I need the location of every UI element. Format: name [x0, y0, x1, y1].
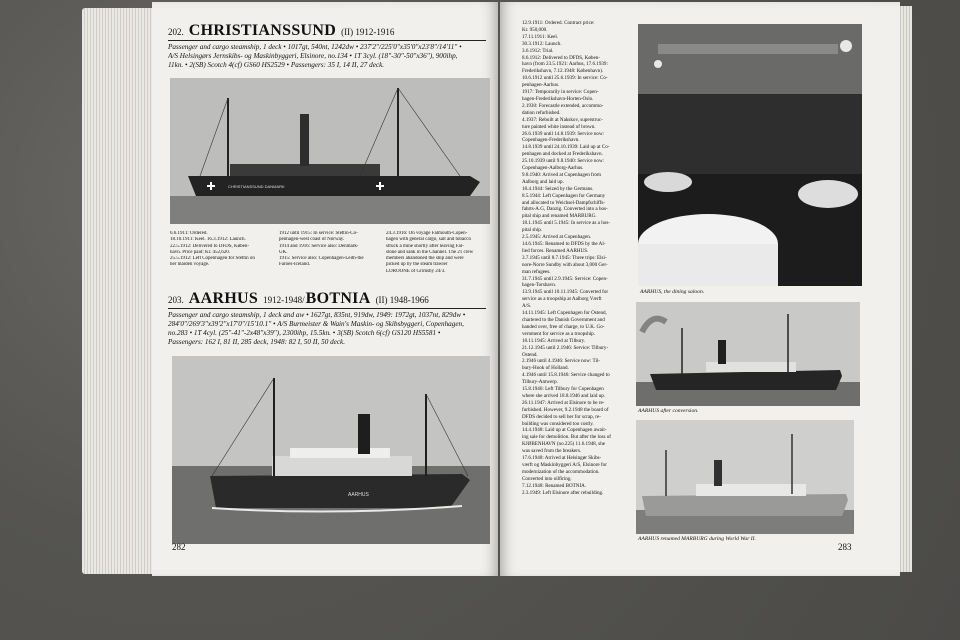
page-block-edge-left [82, 8, 154, 574]
history-line: 8.5.1944: Left Copenhagen for Germany [522, 192, 606, 199]
history-line: 21.12.1945 until 2.1946: Service: Tilbury- [522, 344, 609, 351]
history-line: where she arrived 18.8.1946 and laid up. [522, 392, 606, 399]
steamship-illustration [170, 78, 490, 224]
history-line: pital ship and renamed MARBURG. [522, 213, 597, 220]
history-line: 18.1.1945 until 5.1945: In service as a hos- [522, 220, 610, 227]
history-line: Tilbury-Antwerp. [522, 379, 558, 386]
ship-name-2: BOTNIA [305, 290, 371, 307]
left-page [152, 2, 498, 576]
ship-name: AARHUS [188, 290, 259, 307]
history-line: Converted into oilfiring. [522, 475, 572, 482]
history-line: 18.11.1945: Arrived at Tilbury. [522, 337, 586, 344]
history-line: ture painted white instead of brown. [522, 123, 596, 130]
history-line: 14.11.1945: Left Copenhagen for Ostend, [522, 310, 607, 317]
history-line: 10.6.1912 until 25.6.1939: In service: Co- [522, 75, 608, 82]
history-line: 2.1930: Forecastle extended, accommo- [522, 102, 604, 109]
history-line: værft og Maskinbyggeri A/S, Elsinore for [522, 462, 607, 468]
history-line: 2.5.1945: Arrived at Copenhagen. [522, 234, 592, 241]
history-line: 13.9.1945 until 10.11.1945: Converted for [522, 289, 609, 296]
aarhus-after-conversion-photo [636, 302, 860, 406]
entry-203-spec: Passenger and cargo steamship, 1 deck and aw • 1627gt, 835nt, 919dw, 1949: 1972gt, 1037nt, 829dw • 284'0"/269'3"x39'2"x17'0"/15'10.1" • A/S Burmeister & Wain's Maskin- og Skibsbyggeri, Copenhagen, no.283 • 1T 4cyl. (25"-41"-2x48"x39"), 2300ihp, 15.5kn. • 3(SB) Scotch 6(cf) GS120 HS5581 • Passengers: 162 I, 81 II, 285 deck, 1948: 82 I, 50 II, 50 deck. [168, 311, 466, 346]
dining-saloon-photo [638, 24, 862, 286]
steamship-illustration [172, 356, 490, 544]
heading-rule [168, 40, 486, 41]
hull-lettering: AARHUS [348, 492, 369, 498]
history-line: 17.6.1948: Arrived at Helsingør Skibs- [522, 455, 602, 462]
history-line: A/S. [522, 303, 532, 310]
history-line: 14.6.1945: Renamed to DFDS by the Al- [522, 241, 606, 247]
history-line: hagen-Frederikshavn-Horten-Oslo. [522, 95, 594, 102]
entry-202-history-col3: 24.3.1916: On voyage Falmouth-Copen- hagen with general cargo, salt and tobacco struck a mine shortly after leaving Fal- stone and sank in the Channel. The 21 crew members abandoned the ship and were picked up by the steam trawler LOROONE of Grimsby 24/3. [386, 231, 474, 274]
history-line: 31.7.1945 until 2.9.1945: Service: Copen- [522, 275, 608, 282]
entry-202-heading [168, 22, 394, 40]
history-line: 7.12.1948: Renamed BOTNIA. [522, 482, 587, 489]
history-line: 2.3.1949: Left Elsinore after rebuilding. [522, 489, 604, 496]
history-line: 17.11.1911: Keel. [522, 33, 559, 40]
ship-years-2: (II) 1948-1966 [375, 295, 429, 305]
entry-202-history-col1: 6.6.1911: Ordered. 18.10.1911: Keel. 16.3.1912: Launch. 22.5.1912: Delivered to DFDS, Køben- havn. Price paid: Kr. 452,620. 25.5.1912: Left Copenhagen for Stettin on her maiden voyage. [170, 231, 255, 268]
history-line: 26.6.1939 until 14.8.1939: Service now: [522, 130, 605, 137]
history-line: chartered to the Danish Government and [522, 316, 605, 323]
history-line: 30.3.1912: Launch. [522, 40, 562, 47]
history-line: 14.8.1939 until 24.10.1939: Laid up at Co- [522, 144, 610, 151]
history-line: furbished. However, 9.2.1948 the board of [522, 406, 609, 413]
entry-number: 202. [168, 27, 184, 37]
entry-202-history-col2: 1912 until 1915: In service: Stettin-Co- penhagen-west coast of Norway. 1914 and 1916: Service also: Denmark- UK. 1915: Service also: Copenhagen-Leith-the Faroes-Iceland. [279, 231, 364, 268]
steamship-illustration [636, 420, 854, 534]
page-block-edge-right [898, 6, 912, 572]
ship-name: CHRISTIANSSUND [188, 22, 337, 39]
history-line: Aalborg and laid up. [522, 178, 564, 185]
history-line: Copenhagen-Aalborg-Aarhus. [522, 165, 584, 172]
history-line: havn (from 23.5.1921: Aarhus, 17.6.1939: [522, 61, 608, 68]
history-line: 1917: Temporarily in service: Copen- [522, 89, 599, 96]
saloon-caption: AARHUS, the dining saloon. [640, 289, 705, 295]
history-line: Kr. 950,000. [522, 26, 548, 33]
history-line: fahrts-A.G, Danzig. Converted into a hos- [522, 206, 608, 213]
entry-203-history [522, 20, 640, 497]
dining-saloon-illustration [638, 24, 862, 286]
history-line: service as a troopship at Aalborg Værft [522, 296, 602, 303]
history-line: 12.9.1911: Ordered. Contract price: [522, 20, 595, 26]
history-line: penhagen and docked at Frederikshavn. [522, 151, 603, 158]
entry-203-heading [168, 290, 429, 308]
history-line: DFDS decided to sell her for scrap, re- [522, 413, 601, 420]
history-line: vernment for service as a troopship. [522, 330, 595, 337]
steamship-illustration [636, 302, 860, 406]
history-line: Ostend. [522, 351, 538, 358]
history-line: Frederikshavn, 7.12.1948: København). [522, 68, 604, 75]
history-line: 4.1946 until 15.8.1946: Service changed to [522, 372, 610, 379]
history-line: nore-Norre Sundby with about 3,000 Ger- [522, 261, 608, 268]
heading-rule [168, 308, 486, 309]
history-line: pital ship. [522, 227, 543, 234]
history-line: was saved from the breakers. [522, 448, 582, 455]
entry-202-spec: Passenger and cargo steamship, 1 deck • 1017gt, 540nt, 1242dw • 237'2"/225'0"x35'0"x23'8"/14'11" • A/S Helsingørs Jernskibs- og Maskinbyggeri, Elsinore, no.134 • 1T 3cyl. (18"-30"-50"x36"), 900ihp, 11kn. • 2(SB) Scotch 4(cf) GS60 HS2529 • Passengers: 35 I, 14 II, 27 deck. [168, 43, 462, 69]
aarhus-photo [172, 356, 490, 544]
history-line: 25.10.1939 until 9.8.1940: Service now: [522, 158, 605, 165]
history-line: KJØBENHAVN (no.225) 11.6.1948, she [522, 441, 606, 448]
history-line: 18.4.1944: Seized by the Germans. [522, 185, 594, 192]
history-line: 2.1946 until 4.1946: Service now: Til- [522, 358, 600, 365]
history-line: 4.1937: Rebuilt at Nakskov, superstruc- [522, 116, 603, 123]
right-page [500, 2, 900, 576]
history-line: lied forces. Renamed AARHUS. [522, 247, 589, 254]
history-line: man refugees. [522, 268, 551, 275]
history-line: penhagen-Aarhus. [522, 82, 560, 89]
history-line: handed over, free of charge, to U.K. Go- [522, 323, 605, 330]
history-line: and allocated to Weichsel-Dampfschiffs- [522, 199, 605, 206]
ship-years: (II) 1912-1916 [341, 27, 395, 37]
history-line: 8.6.1912: Delivered to DFDS, Køben- [522, 54, 600, 61]
history-line: hagen-Torshavn. [522, 282, 557, 289]
history-line: 3.6.1912: Trial. [522, 47, 554, 54]
history-line: Copenhagen-Frederikshavn. [522, 137, 580, 144]
history-line: 26.11.1947: Arrived at Elsinore to be re- [522, 399, 605, 406]
christianssund-photo [170, 78, 490, 224]
conversion-caption: AARHUS after conversion. [638, 408, 699, 414]
history-line: 9.8.1940: Arrived at Copenhagen from [522, 171, 601, 178]
page-number-right: 283 [838, 542, 852, 552]
history-line: modernization of the accommodation. [522, 468, 600, 475]
history-line: dation refurbished. [522, 109, 561, 116]
history-line: bury-Hook of Holland. [522, 365, 569, 372]
history-line: 3.7.1945 until 8.7.1945: Three trips: Elsi- [522, 254, 607, 261]
ship-years: 1912-1948/ [263, 295, 305, 305]
page-number-left: 282 [172, 542, 186, 552]
history-line: 15.8.1946: Left Tilbury for Copenhagen [522, 386, 604, 393]
history-line: building was considered too costly. [522, 420, 594, 427]
hull-lettering: CHRISTIANSSUND DANMARK [228, 184, 285, 189]
open-book [82, 2, 912, 578]
history-line: 14.4.1948: Laid up at Copenhagen await- [522, 427, 607, 434]
marburg-caption: AARHUS renamed MARBURG during World War II. [638, 536, 756, 542]
marburg-photo [636, 420, 854, 534]
history-line: ing sale for demolition. But after the loss of [522, 434, 611, 441]
entry-number: 203. [168, 295, 184, 305]
